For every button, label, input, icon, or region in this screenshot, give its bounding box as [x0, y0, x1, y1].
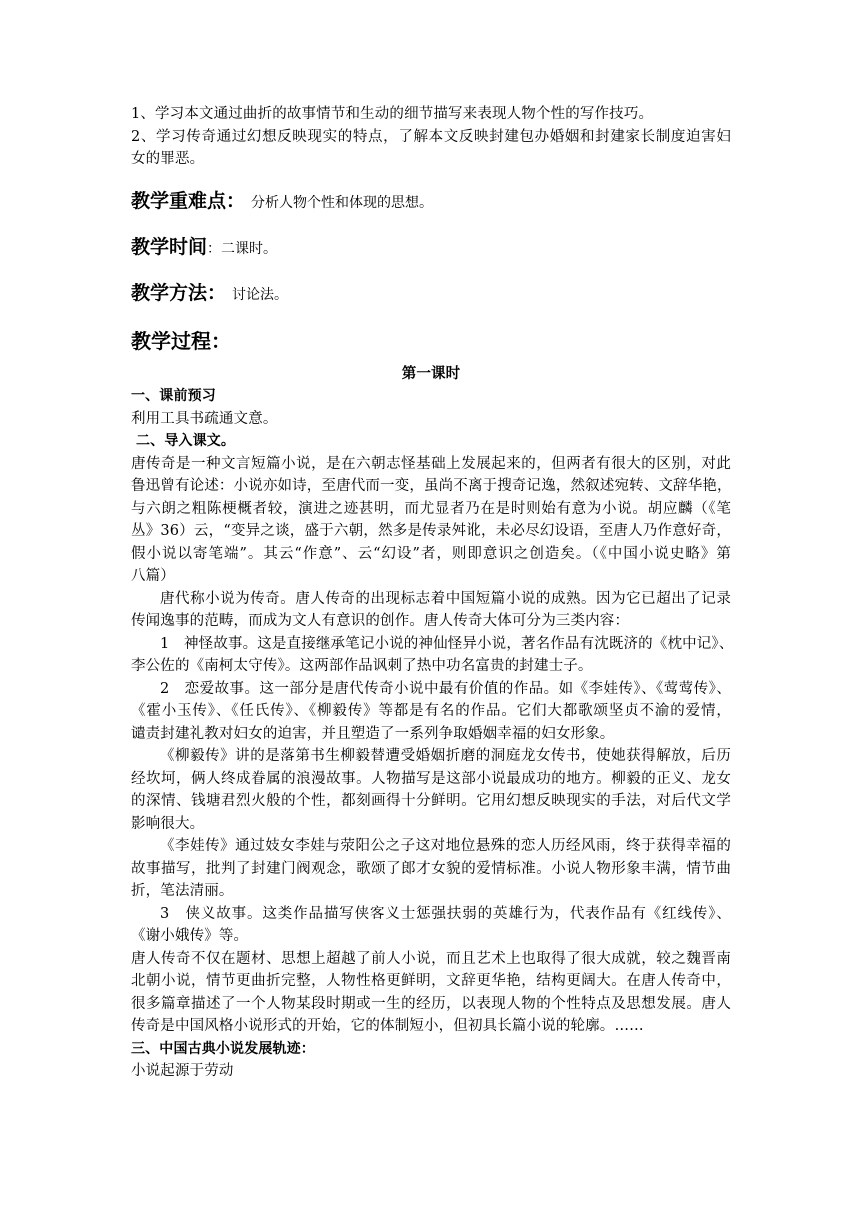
objective-2-line1: 2、学习传奇通过幻想反映现实的特点，了解本文反映封建包办婚姻和封建家长制度迫害妇 [131, 128, 731, 145]
category-2-paragraph [131, 678, 731, 746]
liu-yi-paragraph [131, 745, 731, 835]
key-points-value: 分析人物个性和体现的思想。 [251, 194, 434, 211]
teaching-process-label: 教学过程： [131, 328, 231, 353]
text-line: 故事描写，批判了封建门阀观念，歌颂了郎才女貌的爱情标准。小说人物形象丰满，情节曲 [131, 860, 731, 877]
text-line: 李公佐的《南柯太守传》。这两部作品讽刺了热中功名富贵的封建士子。 [131, 658, 593, 674]
text-line: 《李娃传》通过妓女李娃与荥阳公之子这对地位悬殊的恋人历经风雨，终于获得幸福的 [160, 838, 731, 854]
lesson-title: 第一课时 [401, 364, 461, 382]
section-2-heading: 二、导入课文。 [131, 433, 236, 449]
text-line: 《霍小玉传》、《任氏传》、《柳毅传》等都是有名的作品。它们大都歌颂坚贞不渝的爱情， [131, 703, 731, 719]
text-line: 八篇） [131, 568, 175, 584]
teaching-process-row [131, 325, 731, 357]
intro-paragraph [131, 453, 731, 588]
text-line: 传奇是中国风格小说形式的开始，它的体制短小，但初具长篇小说的轮廓。…… [131, 1018, 644, 1034]
key-points-label: 教学重难点： [131, 189, 246, 212]
tang-chuanqi-paragraph [131, 588, 731, 633]
section-1-heading: 一、课前预习 [131, 388, 216, 404]
objective-2-line2: 女的罪恶。 [131, 151, 205, 167]
text-line: 丛》36）云，“变异之谈，盛于六朝，然多是传录舛讹，未必尽幻设语，至唐人乃作意好奇， [131, 523, 731, 539]
text-line: 1 神怪故事。这是直接继承笔记小说的神仙怪异小说，著名作品有沈既济的《枕中记》、 [160, 635, 734, 652]
teaching-method-value: 讨论法。 [232, 286, 289, 303]
teaching-time-row [131, 231, 731, 263]
text-line: 与六朗之粗陈梗概者较，演进之迹甚明，而尤显者乃在是时则始有意为小说。胡应麟（《笔 [131, 500, 731, 517]
text-line: 很多篇章描述了一个人物某段时期或一生的经历，以表现人物的个性特点及思想发展。唐人 [131, 995, 731, 1012]
text-line: 谴责封建礼教对妇女的迫害，并且塑造了一系列争取婚姻幸福的妇女形象。 [131, 725, 615, 742]
section-3-text: 小说起源于劳动 [131, 1063, 234, 1079]
text-line: 北朝小说，情节更曲折完整，人物性格更鲜明，文辞更华艳，结构更阔大。在唐人传奇中， [131, 973, 731, 989]
section-1-text: 利用工具书疏通文意。 [131, 410, 278, 427]
text-line: 的深情、钱塘君烈火般的个性，都刻画得十分鲜明。它用幻想反映现实的手法，对后代文学 [131, 793, 731, 809]
document-page [131, 103, 734, 1083]
text-line: 影响很大。 [131, 815, 205, 832]
li-wa-paragraph [131, 835, 731, 903]
section-3-heading: 三、中国古典小说发展轨迹： [131, 1040, 315, 1057]
key-points-row [131, 185, 731, 217]
text-line: 唐代称小说为传奇。唐人传奇的出现标志着中国短篇小说的成熟。因为它已超出了记录 [160, 590, 731, 607]
teaching-time-value: 二课时。 [221, 240, 278, 257]
teaching-time-label: 教学时间 [131, 235, 208, 258]
text-line: 唐传奇是一种文言短篇小说，是在六朝志怪基础上发展起来的，但两者有很大的区别，对此 [131, 455, 731, 472]
text-line: 《谢小娥传》等。 [131, 928, 249, 944]
teaching-time-colon: ： [207, 240, 222, 257]
text-line: 2 恋爱故事。这一部分是唐代传奇小说中最有价值的作品。如《李娃传》、《莺莺传》、 [160, 680, 731, 697]
text-line: 3 侠义故事。这类作品描写侠客义士惩强扶弱的英雄行为，代表作品有《红线传》、 [160, 905, 731, 922]
text-line: 假小说以寄笔端”。其云“作意”、云“幻设”者，则即意识之创造矣。（《中国小说史略》第 [131, 545, 731, 562]
text-line: 折，笔法清丽。 [131, 883, 234, 899]
category-3-paragraph [131, 903, 731, 948]
text-line: 鲁迅曾有论述：小说亦如诗，至唐代而一变，虽尚不离于搜奇记逸，然叙述宛转、文辞华艳， [131, 478, 732, 494]
category-1-paragraph [131, 633, 734, 678]
achievement-paragraph [131, 948, 731, 1038]
text-line: 经坎坷，俩人终成眷属的浪漫故事。人物描写是这部小说最成功的地方。柳毅的正义、龙女 [131, 770, 731, 787]
objective-1: 1、学习本文通过曲折的故事情节和生动的细节描写来表现人物个性的写作技巧。 [131, 106, 654, 122]
teaching-method-row [131, 277, 731, 309]
text-line: 传闻逸事的范畴，而成为文人有意识的创作。唐人传奇大体可分为三类内容： [131, 613, 630, 629]
teaching-method-label: 教学方法： [131, 281, 227, 304]
text-line: 《柳毅传》讲的是落第书生柳毅替遭受婚姻折磨的洞庭龙女传书，使她获得解放，后历 [160, 748, 731, 764]
text-line: 唐人传奇不仅在题材、思想上超越了前人小说，而且艺术上也取得了很大成就，较之魏晋南 [131, 950, 731, 967]
